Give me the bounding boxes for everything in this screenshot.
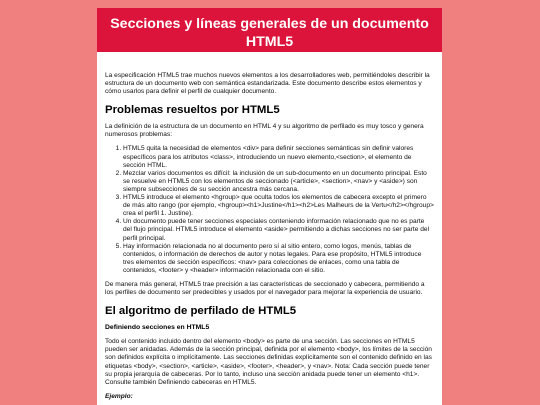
intro-paragraph: La especificación HTML5 trae muchos nuevos elementos a los desarrolladores web, permitiéndoles describir la estructura de un documento web con semántica estandarizada. Este documento describe estos elementos y cómo usarlos para definir el perfil de cualquier documento. [105,72,430,96]
list-item: 1. HTML5 quita la necesidad de elementos <div> para definir secciones semánticas sin definir valores específicos para los atributos <class>, introduciendo un nuevo elemento,<section>, el elemento de sección HTML. [123,145,434,169]
document-body [97,52,442,401]
closing-paragraph: De manera más general, HTML5 trae precisión a las características de seccionado y cabecera, permitiendo a los perfiles de documento ser predecibles y usados por el navegador para mejorar la experiencia de usuario. [105,280,425,297]
example-label: Ejemplo: [105,392,133,400]
problems-list [105,145,434,275]
list-item: 2. Mezclar varios documentos es difícil: la inclusión de un sub-documento en un documento principal. Esto se resuelve en HTML5 con los elementos de seccionado (<article>, <section>, <nav> y <aside>) son siempre subsecciones de su sección ancestra más cercana. [123,170,434,194]
document-page [97,8,442,405]
problems-paragraph: La definición de la estructura de un documento en HTML 4 y su algoritmo de perfilado es muy tosco y genera numerosos problemas: [105,123,424,139]
section-heading-problems: Problemas resueltos por HTML5 [105,104,280,117]
section-heading-algorithm: El algoritmo de perfilado de HTML5 [105,305,297,318]
page-header [97,8,442,52]
subheading-defining-sections: Definiendo secciones en HTML5 [105,324,210,332]
list-item: 4. Un documento puede tener secciones especiales conteniendo información relacionado que no es parte del flujo principal. HTML5 introduce el elemento <aside> permitiendo a dichas secciones no ser parte del perfil principal. [123,218,434,242]
algorithm-paragraph: Todo el contenido incluido dentro del elemento <body> es parte de una sección. Las secciones en HTML5 pueden ser anidadas. Además de la sección principal, definida por el elemento <body>, los límites de la sección son definidos explícita o implícitamente. Las secciones definidas explícitamente son el contenido definido en las etiquetas <body>, <section>, <article>, <aside>, <footer>, <header>, y <nav>. Nota: Cada sección puede tener su propia jerarquía de cabeceras. Por lo tanto, incluso una sección anidada puede tener un elemento <h1>. Consulte también Definiendo cabeceras en HTML5. [105,338,432,386]
list-item: 3. HTML5 introduce el elemento <hgroup> que oculta todos los elementos de cabecera excepto el primero de más alto rango (por ejemplo, <hgroup><h1>Justine</h1><h2>Les Malheurs de la Vertu</h2></hgroup> crea el perfil 1. Justine). [123,194,434,218]
page-title-line1: Secciones y líneas generales de un documento [110,16,429,32]
page-title-line2: HTML5 [245,34,294,50]
list-item: 5. Hay información relacionada no al documento pero sí al sitio entero, como logos, menús, tablas de contenidos, o información de derechos de autor y notas legales. Para ese propósito, HTML5 introduce tres elementos de sección específicos: <nav> para colecciones de enlaces, como una tabla de contenidos, <footer> y <header> información relacionada con el sitio. [123,243,434,275]
